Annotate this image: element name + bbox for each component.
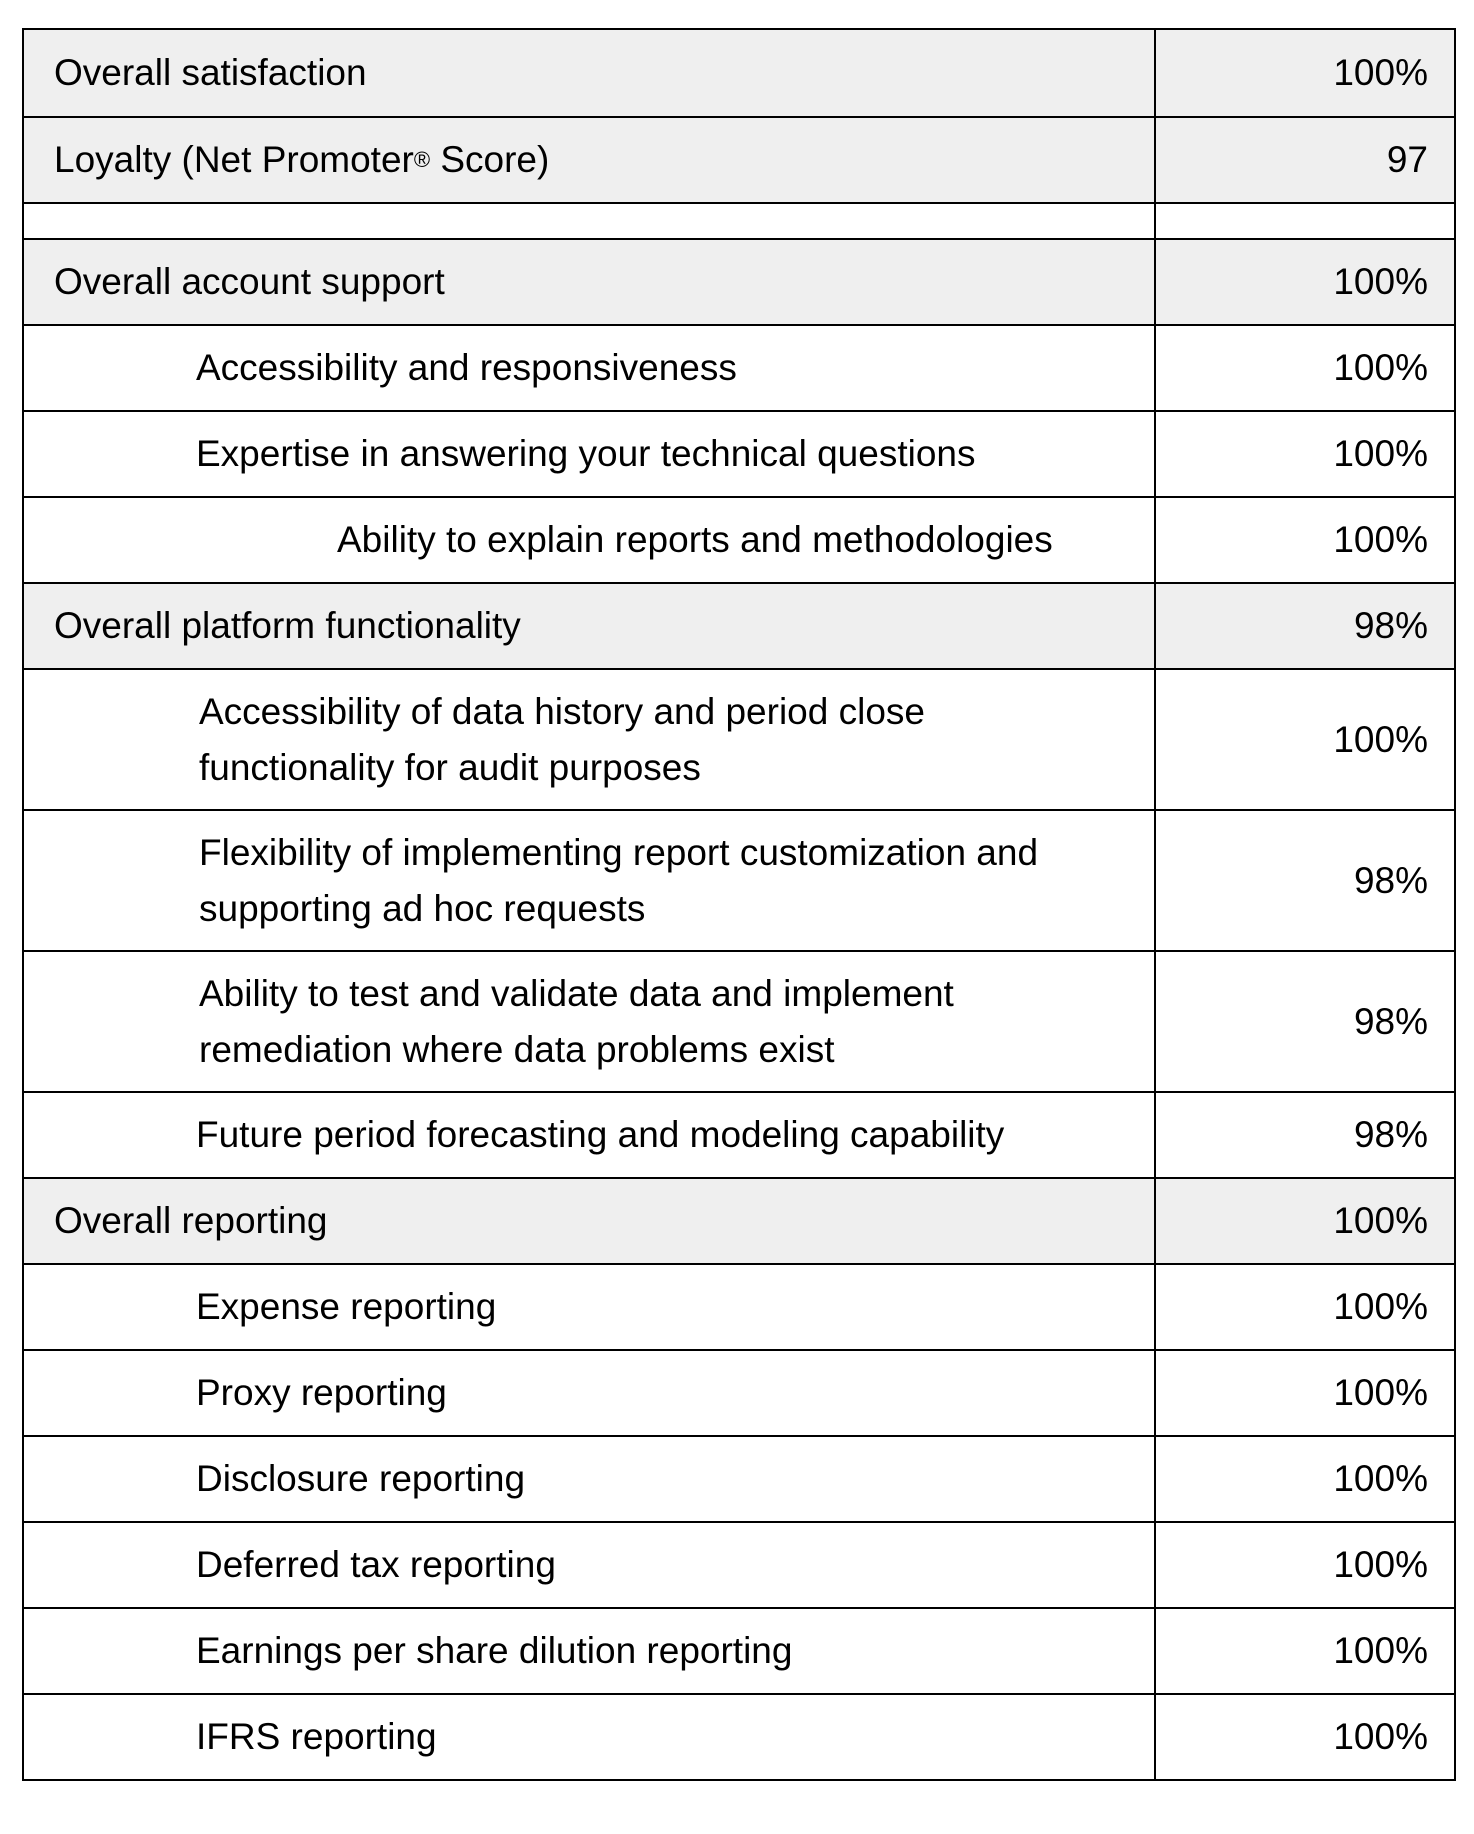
row-label: Ability to explain reports and methodologies [24, 498, 1156, 582]
satisfaction-table [22, 28, 1456, 1781]
row-value: 97 [1386, 139, 1428, 180]
row-value: 98% [1353, 605, 1428, 646]
row-value: 98% [1353, 1000, 1428, 1042]
row-label: Overall platform functionality [24, 584, 1156, 668]
row-label: Loyalty (Net Promoter ® Score) [24, 118, 1156, 202]
row-label: Earnings per share dilution reporting [24, 1609, 1156, 1693]
row-label: Expertise in answering your technical questions [24, 412, 1156, 496]
row-label: Future period forecasting and modeling capability [24, 1093, 1156, 1177]
row-value: 100% [1333, 1286, 1428, 1327]
row-label: Accessibility of data history and period close functionality for audit purposes [24, 670, 1156, 809]
row-value: 100% [1333, 1630, 1428, 1671]
table-row [24, 1521, 1454, 1607]
row-label-text: Loyalty (Net Promoter [54, 139, 414, 180]
table-row [24, 809, 1454, 950]
row-value: 100% [1333, 347, 1428, 388]
row-label: Flexibility of implementing report customization and supporting ad hoc requests [24, 811, 1156, 950]
row-value: 100% [1333, 1544, 1428, 1585]
table-row [24, 496, 1454, 582]
row-label: Disclosure reporting [24, 1437, 1156, 1521]
row-value: 100% [1333, 1716, 1428, 1757]
row-value: 98% [1353, 859, 1428, 901]
row-value: 100% [1333, 1372, 1428, 1413]
table-row [24, 1435, 1454, 1521]
row-label: Deferred tax reporting [24, 1523, 1156, 1607]
table-row [24, 1607, 1454, 1693]
table-row [24, 668, 1454, 809]
row-value: 100% [1333, 519, 1428, 560]
row-label: IFRS reporting [24, 1695, 1156, 1779]
row-label: Overall satisfaction [24, 30, 1156, 116]
row-value: 100% [1333, 433, 1428, 474]
row-label: Proxy reporting [24, 1351, 1156, 1435]
table-row [24, 950, 1454, 1091]
row-label [24, 204, 1156, 238]
row-label: Ability to test and validate data and implement remediation where data problems exist [24, 952, 1156, 1091]
row-label: Overall reporting [24, 1179, 1156, 1263]
table-row [24, 116, 1454, 202]
table-row [24, 1091, 1454, 1177]
row-value: 100% [1333, 718, 1428, 760]
table-row [24, 238, 1454, 324]
table-row [24, 1349, 1454, 1435]
table-row [24, 324, 1454, 410]
table-row [24, 30, 1454, 116]
spacer-row [24, 202, 1454, 238]
row-label-tail: Score) [430, 139, 550, 180]
row-label: Expense reporting [24, 1265, 1156, 1349]
table-row [24, 1693, 1454, 1779]
row-value: 100% [1333, 1200, 1428, 1241]
table-row [24, 1263, 1454, 1349]
row-label: Overall account support [24, 240, 1156, 324]
row-value: 98% [1353, 1114, 1428, 1155]
row-value [1156, 204, 1454, 238]
row-label: Accessibility and responsiveness [24, 326, 1156, 410]
row-value: 100% [1333, 52, 1428, 93]
row-value: 100% [1333, 1458, 1428, 1499]
table-row [24, 1177, 1454, 1263]
table-row [24, 410, 1454, 496]
row-value: 100% [1333, 261, 1428, 302]
table-row [24, 582, 1454, 668]
